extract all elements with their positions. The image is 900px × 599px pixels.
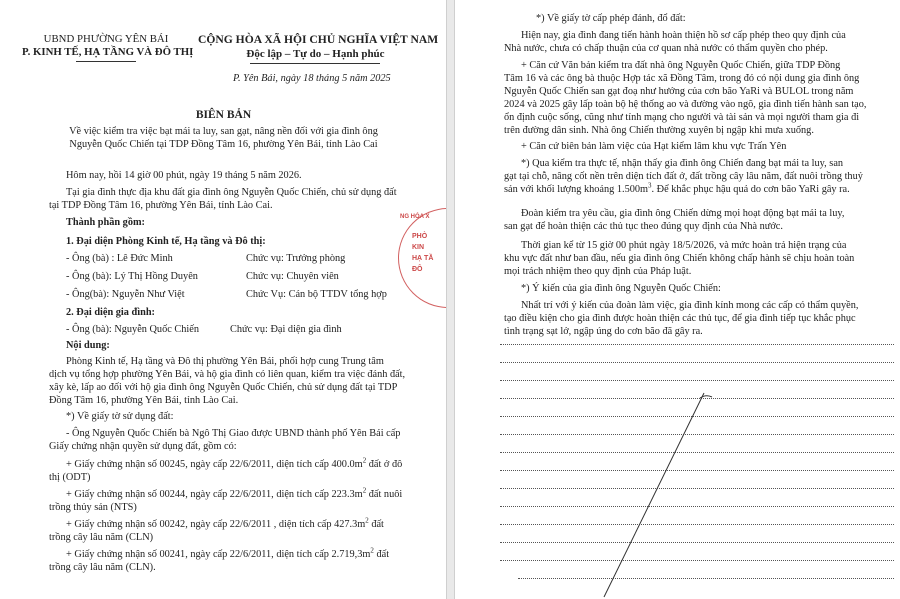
stamp-ring-text: NG HÓA X	[400, 214, 430, 220]
basis-line-3: Nguyễn Quốc Chiến san gạt đoạ như hướng của cơn bão YaRi và BULOL trong năm	[504, 86, 854, 97]
intro-location-1: Tại gia đình thực địa khu đất gia đình ông Nguyễn Quốc Chiến, chủ sử dụng đất	[66, 187, 397, 198]
opinion-line-3: tình trạng sạt lở, ngập úng do cơn bão đã gây ra.	[504, 326, 703, 337]
land-docs-heading: *) Về giấy tờ sử dụng đất:	[66, 411, 174, 422]
doc-title: BIÊN BẢN	[195, 109, 252, 121]
basis-line-5: ổn định cuộc sống, cũng như tính mạng cho người và tài sản và mọi người tham gia đi	[504, 112, 860, 123]
permit-line-1: Hiện nay, gia đình đang tiến hành hoàn thiện hồ sơ cấp phép theo quy định của	[521, 30, 846, 41]
deadline-line-2: khu vực đất như ban đầu, nếu gia đình ông Chiến không chấp hành sẽ chịu hoàn toàn	[504, 253, 855, 264]
certificate-4-line-1: + Giấy chứng nhận số 00241, ngày cấp 22/6/2011, diện tích cấp $2.719,3m^2$ đất	[66, 546, 390, 560]
opinion-heading: *) Ý kiến của gia đình ông Nguyễn Quốc Chiến:	[521, 283, 721, 294]
date-line: P. Yên Bái, ngày 18 tháng 5 năm 2025	[233, 73, 391, 84]
nation-line-1: CỘNG HÒA XÃ HỘI CHỦ NGHĨA VIỆT NAM	[198, 33, 439, 46]
land-owner-line-1: - Ông Nguyễn Quốc Chiến bà Ngô Thị Giao được UBND thành phố Yên Bái cấp	[66, 428, 401, 439]
member-2-role: Chức vụ: Chuyên viên	[246, 271, 339, 282]
certificate-2-line-2: trồng thủy sản (NTS)	[49, 502, 137, 513]
certificate-3-line-1: + Giấy chứng nhận số 00242, ngày cấp 22/6/2011 , diện tích cấp $427.3m^2$ đất	[66, 516, 384, 530]
section-2-heading: 2. Đại diện gia đình:	[66, 307, 155, 318]
doc-subject-2: Nguyễn Quốc Chiến tại TDP Đồng Tâm 16, phường Yên Bái, tỉnh Lào Cai	[69, 139, 378, 150]
stamp-text-1: PHÒ	[412, 233, 428, 240]
certificate-2-line-1: + Giấy chứng nhận số 00244, ngày cấp 22/6/2011, diện tích cấp $223.3m^2$ đất nuôi	[66, 486, 403, 500]
content-line-1: Phòng Kinh tế, Hạ tầng và Đô thị phường Yên Bái, phối hợp cung Trung tâm	[66, 356, 384, 367]
request-line-2: san gạt để hoàn thiện các thủ tục theo đúng quy định của Nhà nước.	[504, 221, 783, 232]
findings-line-2: gạt tại chỗ, nâng cốt nền trên diện tích đất ở, đất trồng cây lâu năm, đất nuôi trồng thuỷ	[504, 171, 863, 182]
org-line-2: P. KINH TẾ, HẠ TẦNG VÀ ĐÔ THỊ	[22, 46, 194, 58]
content-line-4: Đồng Tâm 16, phường Yên Bái, tỉnh Lào Cai.	[49, 395, 239, 406]
deadline-line-1: Thời gian kể từ 15 giờ 00 phút ngày 18/5/2026, và mức hoàn trả hiện trạng của	[521, 240, 847, 251]
content-line-3: xây kè, lấp ao đối với hộ gia đình ông Nguyễn Quốc Chiến, chủ sử dụng đất tại TDP	[49, 382, 398, 393]
findings-line-3: sản với khối lượng khoảng $1.500m^3$. Để khắc phục hậu quả do cơn bão YaRi gây ra.	[504, 181, 850, 195]
permit-heading: *) Về giấy tờ cấp phép đánh, đổ đất:	[536, 13, 686, 24]
intro-location-2: tại TDP Đồng Tâm 16, phường Yên Bái, tỉnh Lào Cai.	[49, 200, 273, 211]
stamp-text-4: ĐÔ	[412, 266, 423, 273]
land-owner-line-2: Giấy chứng nhận quyền sử dụng đất, gồm có:	[49, 441, 237, 452]
strike-diagonal	[604, 393, 704, 597]
nation-line-2: Độc lập – Tự do – Hạnh phúc	[246, 48, 385, 60]
basis-line-6: trên đường dân sinh. Nhà ông Chiến thường xuyên bị ngập khi mưa xuống.	[504, 125, 814, 136]
certificate-1-line-1: + Giấy chứng nhận số 00245, ngày cấp 22/6/2011, diện tích cấp $400.0m^2$ đất ở đô	[66, 456, 403, 470]
basis-line-7: + Căn cứ biên bản làm việc của Hạt kiểm lâm khu vực Trấn Yên	[521, 141, 787, 152]
content-line-2: dịch vụ tổng hợp phường Yên Bái, và hộ gia đình có liên quan, kiểm tra việc đánh đất,	[49, 369, 406, 380]
basis-line-4: 2024 và 2025 gây lấp toàn bộ hệ thống ao và đường vào ngõ, gia đình tiến hành san tạo,	[504, 99, 867, 110]
opinion-line-2: tạo điều kiện cho gia đình được hoàn thiện các thủ tục, để gia đình tiếp tục khắc phục	[504, 313, 856, 324]
stamp-text-3: HẠ TẦ	[412, 255, 434, 262]
stamp-text-2: KIN	[412, 244, 425, 251]
family-rep-role: Chức vụ: Đại diện gia đình	[230, 324, 342, 335]
composition-heading: Thành phần gồm:	[66, 217, 145, 228]
member-3-role: Chức Vụ: Cán bộ TTDV tổng hợp	[246, 289, 387, 300]
org-line-1: UBND PHƯỜNG YÊN BÁI	[43, 33, 169, 45]
request-line-1: Đoàn kiểm tra yêu cầu, gia đình ông Chiến dừng mọi hoạt động bạt mái ta luy,	[521, 208, 845, 219]
content-heading: Nội dung:	[66, 340, 110, 351]
certificate-4-line-2: trồng cây lâu năm (CLN).	[49, 562, 156, 573]
certificate-1-line-2: thị (ODT)	[49, 472, 91, 483]
basis-line-2: Tâm 16 và các ông bà thuộc Hợp tác xã Đồng Tâm, trong đó có nội dung gia đình ông	[504, 73, 860, 84]
deadline-line-3: mọi trách nhiệm theo quy định của Pháp luật.	[504, 266, 692, 277]
intro-time: Hôm nay, hồi 14 giờ 00 phút, ngày 19 tháng 5 năm 2026.	[66, 170, 302, 181]
family-rep-name: - Ông (bà): Nguyễn Quốc Chiến	[66, 324, 199, 335]
certificate-3-line-2: trồng cây lâu năm (CLN)	[49, 532, 154, 543]
basis-line-1: + Căn cứ Văn bản kiểm tra đất nhà ông Nguyễn Quốc Chiến, giữa TDP Đồng	[521, 60, 841, 71]
member-1-name: - Ông (bà) : Lê Đức Minh	[66, 253, 173, 264]
opinion-line-1: Nhất trí với ý kiến của đoàn làm việc, gia đình kính mong các cấp có thẩm quyền,	[521, 300, 859, 311]
section-1-heading: 1. Đại diện Phòng Kinh tế, Hạ tầng và Đô thị:	[66, 236, 266, 247]
member-1-role: Chức vụ: Trưởng phòng	[246, 253, 346, 264]
permit-line-2: Nhà nước, chưa có chấp thuận của cơ quan nhà nước có thẩm quyền cho phép.	[504, 43, 828, 54]
member-3-name: - Ông(bà): Nguyễn Như Việt	[66, 289, 185, 300]
member-2-name: - Ông (bà): Lý Thị Hồng Duyên	[66, 271, 198, 282]
findings-line-1: *) Qua kiểm tra thực tế, nhận thấy gia đình ông Chiến đang bạt mái ta luy, san	[521, 158, 844, 169]
doc-subject-1: Về việc kiểm tra việc bạt mái ta luy, san gạt, nâng nền đối với gia đình ông	[69, 126, 378, 137]
